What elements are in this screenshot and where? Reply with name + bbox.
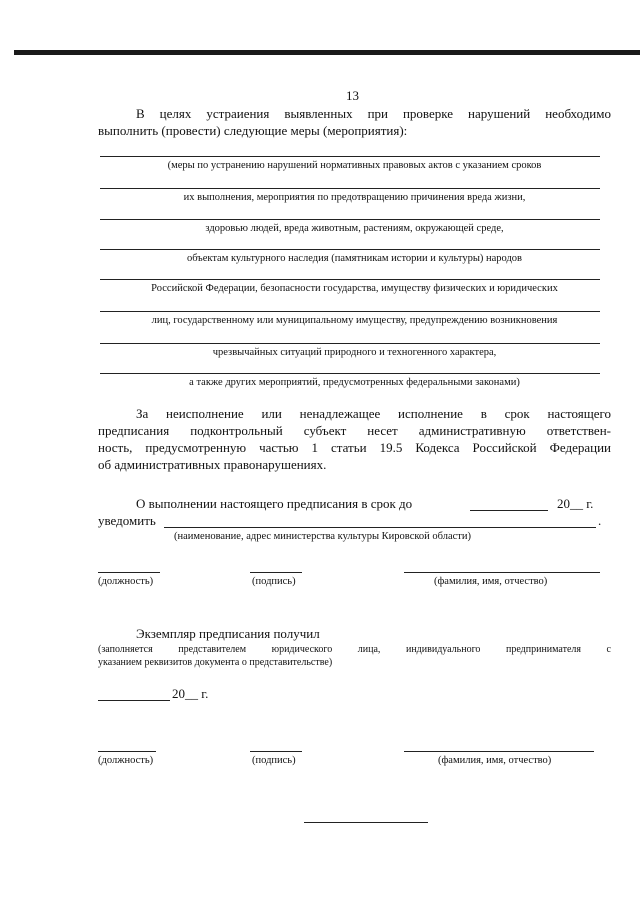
full-name-field[interactable] bbox=[404, 572, 600, 573]
liability-line-1: За неисполнение или ненадлежащее исполнение в срок настоящего bbox=[136, 406, 611, 421]
full-name-caption: (фамилия, имя, отчество) bbox=[434, 576, 548, 587]
measures-caption: лиц, государственному или муниципальному имуществу, предупреждению возникновения bbox=[151, 315, 558, 326]
deadline-year: 20__ г. bbox=[557, 496, 594, 511]
measures-fill-line[interactable] bbox=[100, 373, 600, 374]
notify-label: уведомить bbox=[98, 513, 156, 528]
measures-fill-line[interactable] bbox=[100, 311, 600, 312]
intro-line-2: выполнить (провести) следующие меры (мероприятия): bbox=[98, 123, 408, 138]
liability-paragraph bbox=[98, 405, 611, 473]
footer-separator bbox=[304, 822, 428, 823]
notify-recipient-field[interactable] bbox=[164, 527, 596, 528]
measures-caption: а также других мероприятий, предусмотренных федеральными законами) bbox=[189, 377, 520, 388]
measures-fill-line[interactable] bbox=[100, 219, 600, 220]
measures-caption: чрезвычайных ситуаций природного и техногенного характера, bbox=[212, 347, 497, 358]
received-title: Экземпляр предписания получил bbox=[136, 626, 320, 641]
measures-caption: (меры по устранению нарушений нормативных правовых актов с указанием сроков bbox=[167, 160, 542, 171]
measures-fill-line[interactable] bbox=[100, 156, 600, 157]
measures-fill-line[interactable] bbox=[100, 249, 600, 250]
measures-caption: Российской Федерации, безопасности государства, имуществу физических и юридических bbox=[151, 283, 558, 294]
signature-caption: (подпись) bbox=[252, 755, 296, 766]
measures-fill-line[interactable] bbox=[100, 343, 600, 344]
full-name-caption: (фамилия, имя, отчество) bbox=[438, 755, 552, 766]
measures-caption: их выполнения, мероприятия по предотвращению причинения вреда жизни, bbox=[183, 192, 526, 203]
notify-end-period: . bbox=[598, 513, 602, 528]
notify-deadline-text: О выполнении настоящего предписания в срок до bbox=[136, 496, 413, 511]
full-name-field[interactable] bbox=[404, 751, 594, 752]
measures-fill-line[interactable] bbox=[100, 279, 600, 280]
intro-line-1: В целях устраиения выявленных при проверке нарушений необходимо bbox=[136, 106, 611, 121]
intro-paragraph bbox=[98, 105, 611, 139]
notify-caption: (наименование, адрес министерства культуры Кировской области) bbox=[174, 531, 472, 542]
position-field[interactable] bbox=[98, 751, 156, 752]
received-note-line-1: (заполняется представителем юридического лица, индивидуального предпринимателя с bbox=[98, 644, 611, 655]
deadline-date-field[interactable] bbox=[470, 510, 548, 511]
position-caption: (должность) bbox=[98, 576, 154, 587]
measures-fill-line[interactable] bbox=[100, 188, 600, 189]
liability-line-4: об административных правонарушениях. bbox=[98, 457, 327, 472]
signature-field[interactable] bbox=[250, 751, 302, 752]
measures-caption: объектам культурного наследия (памятникам истории и культуры) народов bbox=[186, 253, 523, 264]
signature-caption: (подпись) bbox=[252, 576, 296, 587]
header-rule bbox=[14, 50, 640, 55]
received-note bbox=[98, 643, 611, 669]
page-number: 13 bbox=[346, 88, 359, 103]
signature-field[interactable] bbox=[250, 572, 302, 573]
received-date-field[interactable] bbox=[98, 700, 170, 701]
liability-line-3: ность, предусмотренную частью 1 статьи 19.5 Кодекса Российской Федерации bbox=[98, 440, 611, 455]
liability-line-2: предписания подконтрольный субъект несет административную ответствен- bbox=[98, 423, 611, 438]
received-date-year: 20__ г. bbox=[172, 686, 209, 701]
position-field[interactable] bbox=[98, 572, 160, 573]
measures-caption: здоровью людей, вреда животным, растениям, окружающей среде, bbox=[205, 223, 504, 234]
position-caption: (должность) bbox=[98, 755, 154, 766]
received-note-line-2: указанием реквизитов документа о представительстве) bbox=[98, 657, 333, 668]
